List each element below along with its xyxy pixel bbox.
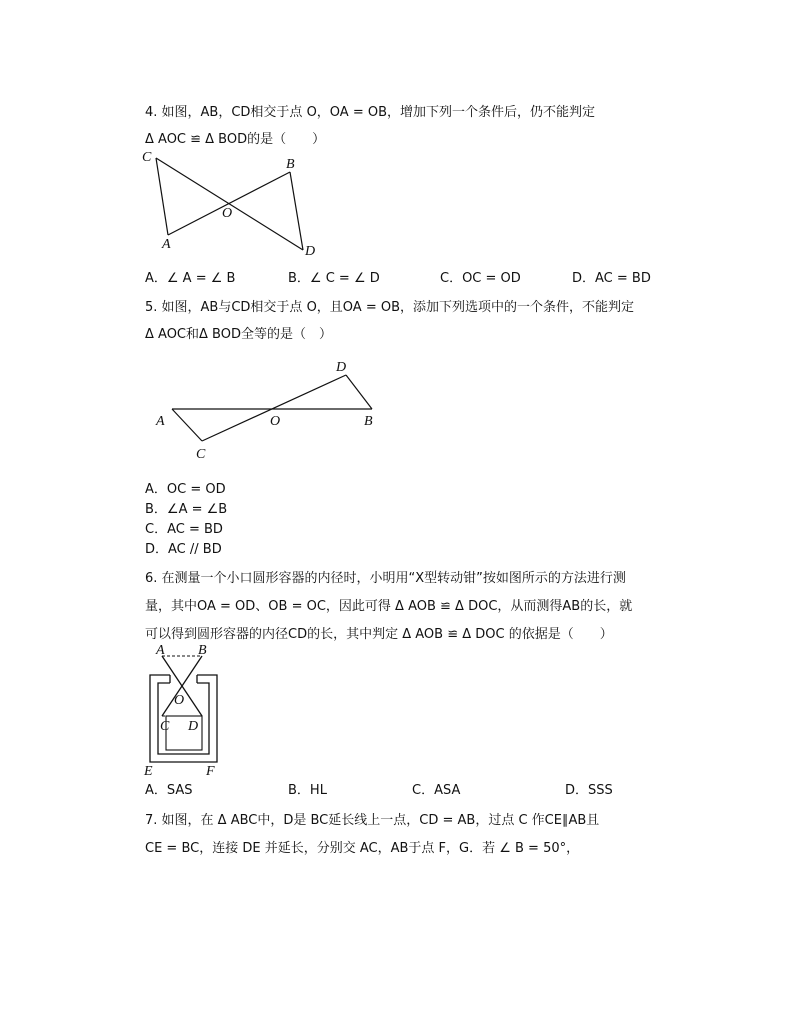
q6-label-E: E	[144, 764, 153, 779]
q4-label-C: C	[142, 150, 152, 165]
q4-option-a[interactable]: A．∠ A = ∠ B	[145, 271, 236, 286]
q6-option-b[interactable]: B．HL	[288, 783, 327, 798]
q4-option-c[interactable]: C．OC = OD	[440, 271, 521, 286]
q4-option-b[interactable]: B．∠ C = ∠ D	[288, 271, 380, 286]
q5-segment-AC	[172, 409, 202, 441]
q6-label-A: A	[156, 643, 165, 658]
q6-stem-line3: 可以得到圆形容器的内径CD的长，其中判定 Δ AOB ≌ Δ DOC 的依据是（ ）	[145, 627, 613, 642]
q4-segment-CD	[156, 158, 303, 250]
q4-segment-CA	[156, 158, 168, 235]
q4-stem-line1: 4. 如图，AB，CD相交于点 O，OA = OB，增加下列一个条件后，仍不能判定	[145, 105, 596, 120]
q5-figure	[150, 355, 390, 465]
q6-option-d[interactable]: D．SSS	[565, 783, 613, 798]
q5-label-O: O	[270, 414, 281, 429]
q4-label-A: A	[162, 237, 171, 252]
q6-label-D: D	[188, 719, 199, 734]
q5-option-b[interactable]: B．∠A = ∠B	[145, 502, 228, 517]
q7-stem-line2: CE = BC，连接 DE 并延长，分别交 AC，AB于点 F，G．若 ∠ B = 50°，	[145, 841, 580, 856]
q6-label-C: C	[160, 719, 170, 734]
q7-stem-line1: 7. 如图，在 Δ ABC中，D是 BC延长线上一点，CD = AB，过点 C 作CE∥AB且	[145, 813, 600, 828]
q6-option-a[interactable]: A．SAS	[145, 783, 193, 798]
q5-option-c[interactable]: C．AC = BD	[145, 522, 223, 537]
q5-label-C: C	[196, 447, 206, 462]
q5-segment-CD	[202, 375, 346, 441]
q5-label-B: B	[364, 414, 373, 429]
q4-segment-AB	[168, 172, 290, 235]
q6-stem-line2: 量，其中OA = OD、OB = OC，因此可得 Δ AOB ≌ Δ DOC，从而测得AB的长，就	[145, 599, 633, 614]
q5-stem-line2: Δ AOC和Δ BOD全等的是（ ）	[145, 327, 332, 342]
q4-stem-line2: Δ AOC ≌ Δ BOD的是（ ）	[145, 132, 326, 147]
q4-label-B: B	[286, 157, 295, 172]
q5-label-A: A	[156, 414, 165, 429]
q4-option-d[interactable]: D．AC = BD	[572, 271, 651, 286]
q5-option-a[interactable]: A．OC = OD	[145, 482, 226, 497]
q5-label-D: D	[336, 360, 347, 375]
q5-stem-line1: 5. 如图，AB与CD相交于点 O，且OA = OB，添加下列选项中的一个条件，不能判定	[145, 300, 635, 315]
q6-label-O: O	[174, 693, 185, 708]
q6-label-F: F	[206, 764, 215, 779]
q6-label-B: B	[198, 643, 207, 658]
q5-option-d[interactable]: D．AC // BD	[145, 542, 222, 557]
q5-segment-DB	[346, 375, 372, 409]
q6-option-c[interactable]: C．ASA	[412, 783, 461, 798]
q6-figure	[140, 643, 240, 779]
q4-figure	[140, 148, 340, 258]
q4-label-D: D	[305, 244, 316, 259]
q4-label-O: O	[222, 206, 233, 221]
q4-segment-BD	[290, 172, 303, 250]
q6-stem-line1: 6. 在测量一个小口圆形容器的内径时，小明用“X型转动钳”按如图所示的方法进行测	[145, 571, 626, 586]
